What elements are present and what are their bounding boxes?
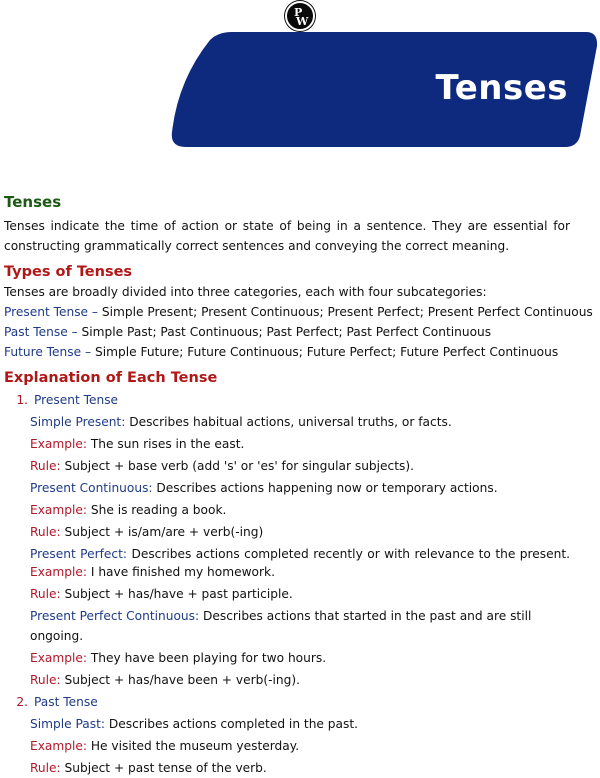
example-label: Example: [30,437,87,451]
rule-text: Subject + base verb (add 's' or 'es' for singular subjects). [60,459,414,473]
section-title: Present Tense [34,393,119,407]
example-text: He visited the museum yesterday. [86,739,300,753]
tense-rule [30,456,570,476]
banner-title: Tenses [435,68,568,108]
tense-definition [30,478,570,498]
example-text: She is reading a book. [86,503,227,517]
intro-heading: Tenses [4,193,62,211]
category-label: Future Tense – [4,345,92,359]
example-label: Example: [30,739,87,753]
tense-example [30,648,570,668]
document-body [4,192,593,778]
svg-text:P: P [294,6,303,19]
tense-definition [30,606,570,646]
svg-text:W: W [296,15,309,28]
example-text: The sun rises in the east. [86,437,245,451]
rule-text: Subject + has/have + past participle. [60,587,293,601]
category-value: Simple Past; Past Continuous; Past Perfect; Past Perfect Continuous [77,325,492,339]
tense-description: Describes actions completed in the past. [105,717,359,731]
section-number: 2. [16,695,28,709]
pw-logo-icon [285,1,315,31]
tense-description: Describes actions completed recently or with relevance to the present. [126,547,570,561]
category-label: Present Tense – [4,305,99,319]
rule-label: Rule: [30,761,61,775]
example-text: I have finished my homework. [86,565,275,579]
category-value: Simple Present; Present Continuous; Present Perfect; Present Perfect Continuous [98,305,593,319]
types-intro: Tenses are broadly divided into three categories, each with four subcategories: [4,285,487,299]
rule-text: Subject + past tense of the verb. [60,761,267,775]
tense-name: Present Perfect: [30,547,127,561]
tense-rule [30,584,570,604]
tense-description: Describes actions happening now or temporary actions. [152,481,498,495]
explanation-heading: Explanation of Each Tense [4,370,218,386]
pw-logo-glyph [287,3,313,29]
category-label: Past Tense – [4,325,78,339]
tense-definition [30,544,570,564]
tense-definition [30,412,570,432]
tense-rule [30,758,570,778]
category-future [4,342,570,362]
section-past-tense [14,692,570,712]
tense-definition [30,714,570,734]
tense-name: Simple Past: [30,717,105,731]
rule-label: Rule: [30,525,61,539]
rule-label: Rule: [30,587,61,601]
tense-example [30,736,570,756]
tense-description: Describes habitual actions, universal truths, or facts. [125,415,452,429]
intro-paragraph: Tenses indicate the time of action or state of being in a sentence. They are essential for constructing grammatically correct sentences and conveying the correct meaning. [4,219,570,253]
types-heading: Types of Tenses [4,264,133,280]
example-label: Example: [30,565,87,579]
tense-example [30,562,570,582]
category-past [4,322,570,342]
tense-rule [30,670,570,690]
section-title: Past Tense [34,695,98,709]
tense-example [30,500,570,520]
example-label: Example: [30,503,87,517]
example-text: They have been playing for two hours. [86,651,327,665]
example-label: Example: [30,651,87,665]
tense-name: Present Perfect Continuous: [30,609,200,623]
category-value: Simple Future; Future Continuous; Future Perfect; Future Perfect Continuous [91,345,559,359]
tense-description: Describes actions that started in the past and are still ongoing. [30,609,532,643]
rule-label: Rule: [30,459,61,473]
section-number: 1. [16,393,28,407]
category-present [4,302,593,322]
tense-rule [30,522,570,542]
rule-text: Subject + is/am/are + verb(-ing) [60,525,264,539]
section-present-tense [14,390,570,410]
tense-name: Simple Present: [30,415,126,429]
tense-example [30,434,570,454]
rule-label: Rule: [30,673,61,687]
tense-name: Present Continuous: [30,481,153,495]
rule-text: Subject + has/have been + verb(-ing). [60,673,300,687]
